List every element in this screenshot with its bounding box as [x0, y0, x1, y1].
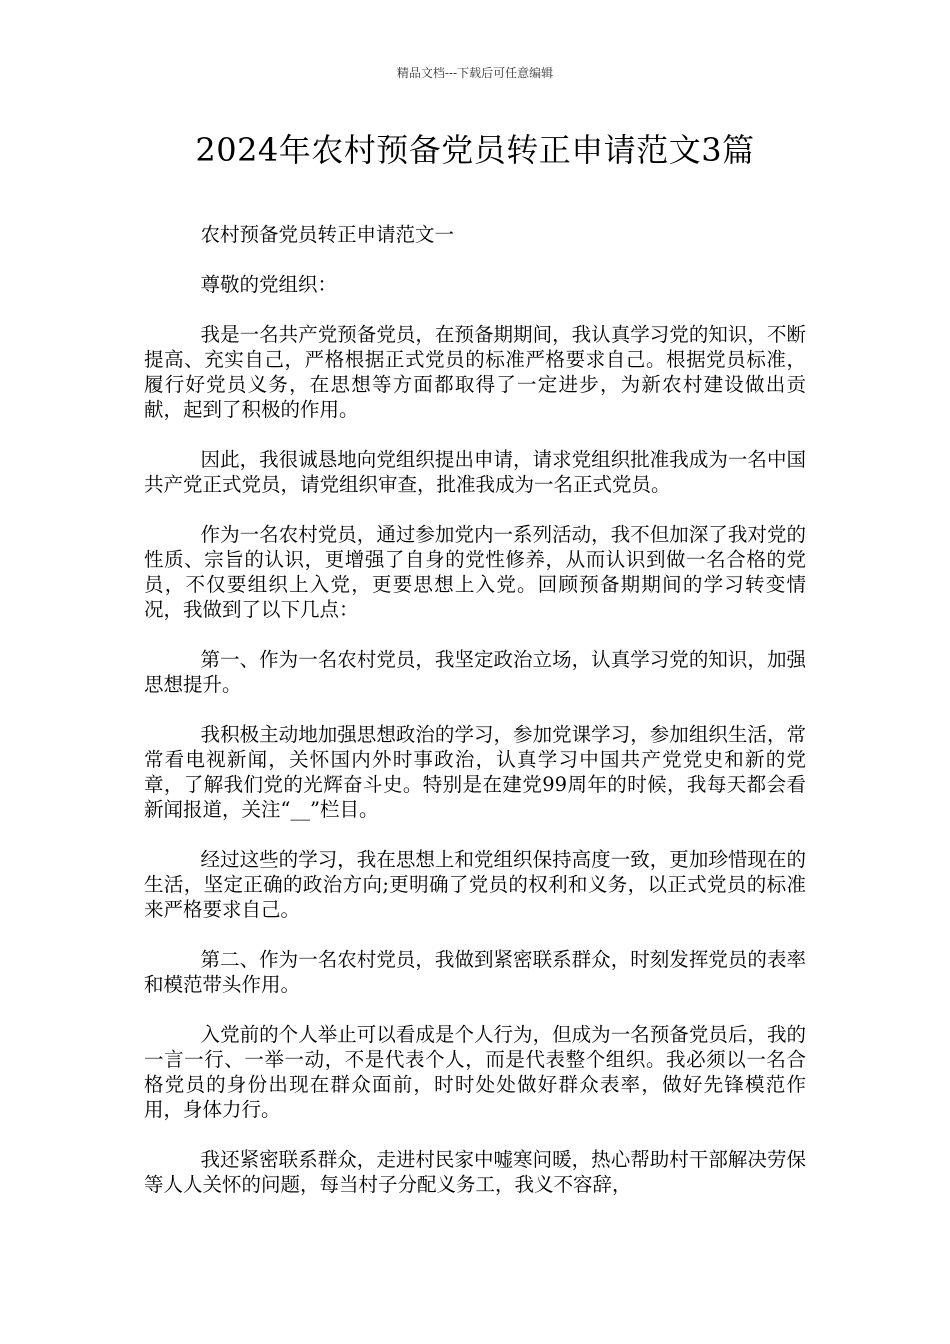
body-paragraph: 因此，我很诚恳地向党组织提出申请，请求党组织批准我成为一名中国共产党正式党员，请党组织审查，批准我成为一名正式党员。 — [144, 448, 806, 496]
document-title: 2024年农村预备党员转正申请范文3篇 — [195, 131, 755, 169]
body-paragraph: 我还紧密联系群众，走进村民家中嘘寒问暖，热心帮助村干部解决劳保等人人关怀的问题，每当村子分配义务工，我义不容辞， — [144, 1148, 806, 1196]
body-paragraph: 作为一名农村党员，通过参加党内一系列活动，我不但加深了我对党的性质、宗旨的认识，更增强了自身的党性修养，从而认识到做一名合格的党员，不仅要组织上入党，更要思想上入党。回顾预备期期间的学习转变情况，我做到了以下几点： — [144, 523, 806, 621]
body-paragraph: 第二、作为一名农村党员，我做到紧密联系群众，时刻发挥党员的表率和模范带头作用。 — [144, 948, 806, 996]
page-header: 精品文档---下载后可任意编辑 — [396, 66, 554, 80]
body-paragraph: 我积极主动地加强思想政治的学习，参加党课学习，参加组织生活，常常看电视新闻，关怀国内外时事政治，认真学习中国共产党党史和新的党章，了解我们党的光辉奋斗史。特别是在建党99周年的时候，我每天都会看新闻报道，关注“__”栏目。 — [144, 723, 806, 821]
body-paragraph: 经过这些的学习，我在思想上和党组织保持高度一致，更加珍惜现在的生活，坚定正确的政治方向;更明确了党员的权利和义务，以正式党员的标准来严格要求自己。 — [144, 848, 806, 921]
body-paragraph: 入党前的个人举止可以看成是个人行为，但成为一名预备党员后，我的一言一行、一举一动，不是代表个人，而是代表整个组织。我必须以一名合格党员的身份出现在群众面前，时时处处做好群众表率，做好先锋模范作用，身体力行。 — [144, 1023, 806, 1121]
body-paragraph: 我是一名共产党预备党员，在预备期期间，我认真学习党的知识，不断提高、充实自己，严格根据正式党员的标准严格要求自己。根据党员标准，履行好党员义务，在思想等方面都取得了一定进步，为新农村建设做出贡献，起到了积极的作用。 — [144, 323, 806, 421]
salutation: 尊敬的党组织： — [200, 273, 338, 296]
document-body — [144, 222, 806, 1222]
body-paragraph: 第一、作为一名农村党员，我坚定政治立场，认真学习党的知识，加强思想提升。 — [144, 648, 806, 696]
section-heading: 农村预备党员转正申请范文一 — [200, 223, 455, 246]
